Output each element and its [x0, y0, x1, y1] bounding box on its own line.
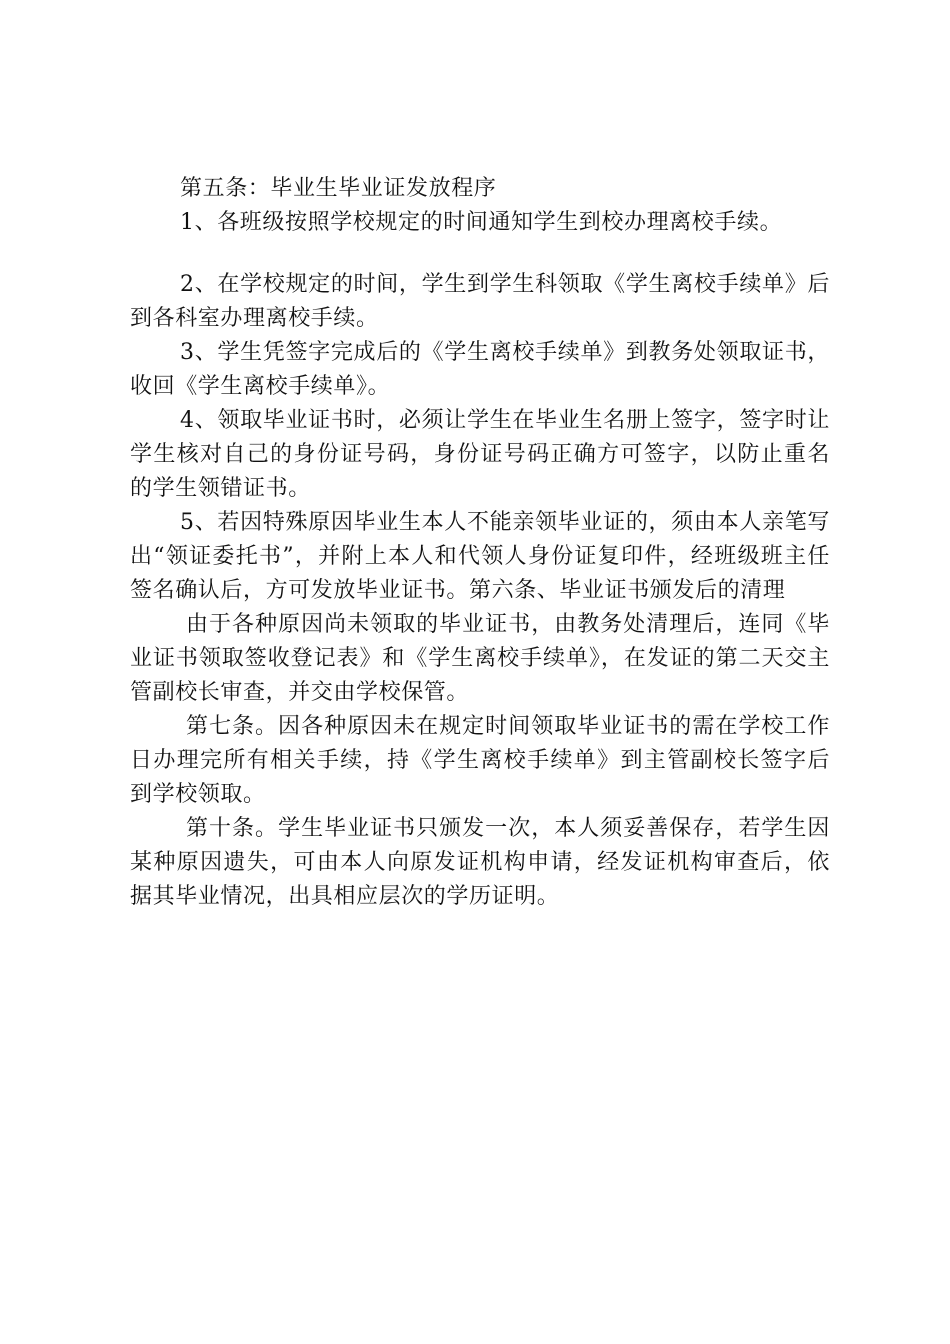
paragraph-item-4: 4、领取毕业证书时，必须让学生在毕业生名册上签字，签字时让学生核对自己的身份证号码，身份证号码正确方可签字，以防止重名的学生领错证书。 [130, 408, 830, 501]
paragraph-cleanup: 由于各种原因尚未领取的毕业证书，由教务处清理后，连同《毕业证书领取签收登记表》和《学生离校手续单》，在发证的第二天交主管副校长审查，并交由学校保管。 [130, 612, 830, 705]
paragraph-item-1: 1、各班级按照学校规定的时间通知学生到校办理离校手续。 [180, 210, 783, 235]
paragraph-article-7: 第七条。因各种原因未在规定时间领取毕业证书的需在学校工作日办理完所有相关手续，持《学生离校手续单》到主管副校长签字后到学校领取。 [130, 714, 830, 807]
paragraph-item-2: 2、在学校规定的时间，学生到学生科领取《学生离校手续单》后到各科室办理离校手续。 [130, 272, 830, 331]
paragraph-item-3: 3、学生凭签字完成后的《学生离校手续单》到教务处领取证书，收回《学生离校手续单》。 [130, 340, 830, 399]
document-body [130, 172, 830, 914]
paragraph-item-5: 5、若因特殊原因毕业生本人不能亲领毕业证的，须由本人亲笔写出“领证委托书”，并附上本人和代领人身份证复印件，经班级班主任签名确认后，方可发放毕业证书。第六条、毕业证书颁发后的清理 [130, 510, 830, 603]
article-5-heading: 第五条：毕业生毕业证发放程序 [180, 176, 497, 201]
paragraph-article-10: 第十条。学生毕业证书只颁发一次，本人须妥善保存，若学生因某种原因遗失，可由本人向原发证机构申请，经发证机构审查后，依据其毕业情况，出具相应层次的学历证明。 [130, 816, 830, 909]
